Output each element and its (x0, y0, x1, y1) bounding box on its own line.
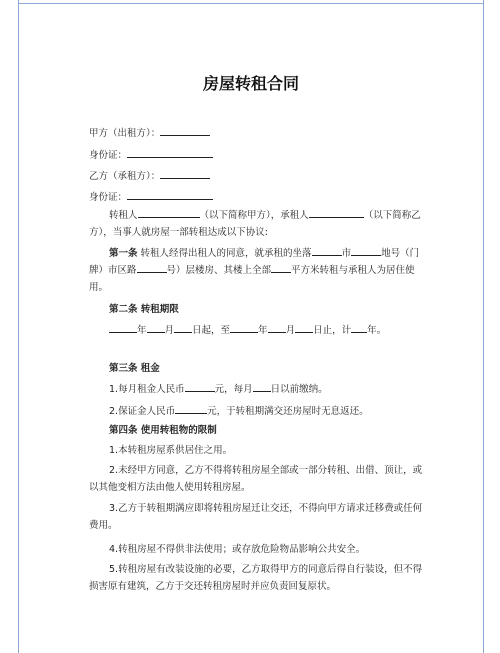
contract-title: 房屋转租合同 (202, 74, 299, 93)
article-2-title: 第二条 转租期限 (109, 304, 179, 315)
article-2 (89, 322, 424, 339)
article-4-item-4: 4.转租房屋不得供非法使用；或存放危险物品影响公共安全。 (109, 544, 366, 555)
article-text: 元，每月 (214, 384, 253, 395)
article-text: 年 (258, 325, 268, 336)
id-line-2 (89, 189, 213, 205)
article-text: 日止，计 (313, 325, 352, 336)
document-page (18, 0, 484, 653)
blank (271, 262, 291, 273)
article-text: 年。 (367, 325, 387, 336)
article-3-item-1 (109, 381, 328, 397)
party-b-line (89, 168, 210, 184)
article-text: 月 (164, 325, 175, 336)
blank (309, 207, 364, 218)
blank (253, 381, 271, 392)
article-text: 平方米转租与承租人为居住使用。 (89, 265, 415, 293)
blank (312, 245, 342, 256)
party-a-label: 甲方（出租方）： (89, 128, 161, 139)
id-label: 身份证： (89, 192, 128, 203)
article-3-item-2 (109, 403, 369, 419)
article-text: 日起，至 (192, 325, 231, 336)
blank (295, 322, 313, 333)
id-line-1 (89, 147, 213, 163)
intro-paragraph (89, 207, 424, 241)
article-text: 2.保证金人民币 (109, 406, 176, 417)
blank (109, 322, 137, 333)
article-text: 月 (285, 325, 296, 336)
article-text: 号）层楼房、其楼上全部 (166, 265, 272, 276)
article-text: 市 (341, 248, 352, 259)
party-a-line (89, 125, 210, 141)
blank (138, 207, 200, 218)
article-text: 年 (137, 325, 147, 336)
blank (268, 322, 286, 333)
article-3-title: 第三条 租金 (109, 363, 160, 374)
article-4-item-3: 3.乙方于转租期满应即将转租房屋迁让交还，不得向甲方请求迁移费或任何费用。 (89, 503, 423, 531)
intro-text: （以下简称甲方），承租人 (199, 210, 309, 221)
article-4-item-1: 1.本转租房屋系供居住之用。 (109, 445, 233, 456)
party-b-label: 乙方（承租方）： (89, 171, 161, 182)
blank (147, 322, 165, 333)
blank (160, 168, 210, 179)
page-top-border (19, 3, 483, 4)
blank (127, 189, 213, 200)
intro-text: （以下简称乙方），当事人就房屋一部转租达成以下协议: (89, 210, 421, 238)
article-4-title: 第四条 使用转租物的限制 (109, 425, 217, 436)
blank (174, 322, 192, 333)
blank (351, 245, 381, 256)
article-text: 转租人经得出租人的同意，就承租的坐落 (140, 248, 312, 259)
blank (160, 125, 210, 136)
article-title: 第一条 (109, 248, 138, 259)
blank (230, 322, 258, 333)
blank (175, 403, 207, 414)
blank (127, 147, 213, 158)
id-label: 身份证： (89, 150, 128, 161)
blank (351, 322, 367, 333)
intro-text: 转租人 (109, 210, 138, 221)
article-text: 地号（门牌）市区路 (89, 248, 420, 276)
article-1 (89, 245, 424, 296)
blank (185, 381, 215, 392)
article-4-item-5: 5.转租房屋有改装设施的必要，乙方取得甲方的同意后得自行装设，但不得损害原有建筑，乙方于交还转租房屋时并应负责回复原状。 (89, 564, 423, 592)
article-text: 元，于转租期满交还房屋时无息返还。 (207, 406, 369, 417)
article-text: 1.每月租金人民币 (109, 384, 185, 395)
article-4-item-2: 2.未经甲方同意，乙方不得将转租房屋全部或一部分转租、出借、顶让，或以其他变相方法由他人使用转租房屋。 (89, 465, 423, 493)
blank (137, 262, 167, 273)
article-text: 日以前缴纳。 (270, 384, 328, 395)
